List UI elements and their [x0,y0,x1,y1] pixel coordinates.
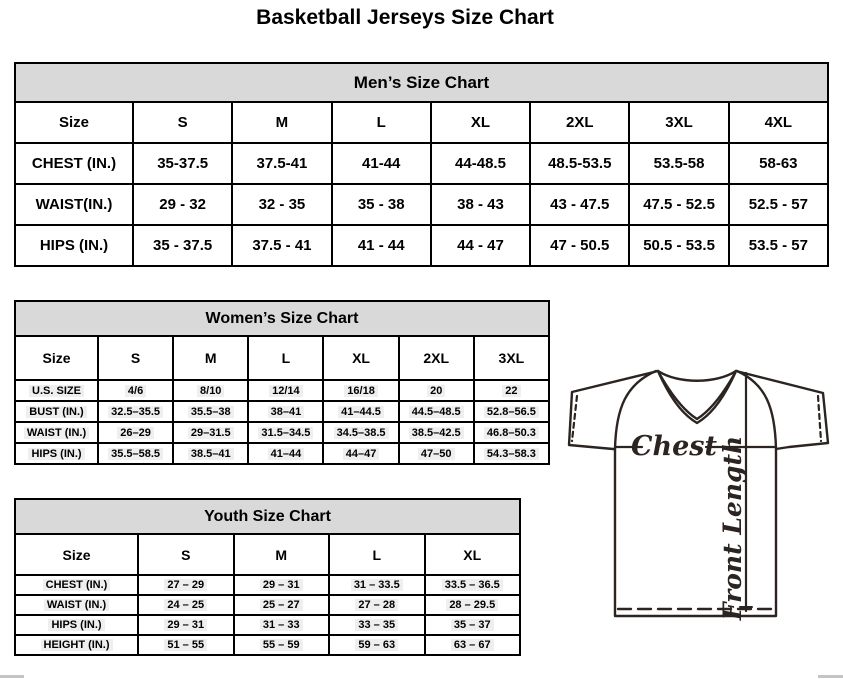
youth-cell: 33.5 – 36.5 [425,575,521,595]
jersey-right-cuff-stitch [818,396,821,441]
men-cell: 58-63 [729,143,828,184]
youth-row-label: CHEST (IN.) [15,575,138,595]
jersey-outline [569,371,828,616]
jersey-collar-back-curve [658,371,736,381]
men-table-row [15,143,828,184]
women-cell: 54.3–58.3 [474,443,549,464]
men-cell: 53.5 - 57 [729,225,828,266]
men-table-title: Men’s Size Chart [15,63,828,102]
women-table-title: Women’s Size Chart [15,301,549,336]
men-cell: 35-37.5 [133,143,232,184]
youth-size-chart-table [14,498,521,656]
men-column-header: 3XL [629,102,728,143]
women-cell: 44–47 [323,443,398,464]
youth-cell: 27 – 29 [138,575,234,595]
women-cell: 35.5–58.5 [98,443,173,464]
mens-size-chart-section [14,62,829,267]
youth-cell: 63 – 67 [425,635,521,655]
women-row-label: WAIST (IN.) [15,422,98,443]
women-column-header: 3XL [474,336,549,380]
women-column-header: L [248,336,323,380]
men-cell: 35 - 38 [332,184,431,225]
men-table-row [15,225,828,266]
youth-cell: 25 – 27 [234,595,330,615]
men-column-header: XL [431,102,530,143]
women-table-row [15,422,549,443]
men-cell: 44-48.5 [431,143,530,184]
women-cell: 46.8–50.3 [474,422,549,443]
women-column-header: 2XL [399,336,474,380]
womens-size-chart-section [14,300,550,465]
youth-row-label: HEIGHT (IN.) [15,635,138,655]
men-column-header: S [133,102,232,143]
womens-size-chart-table [14,300,550,465]
men-cell: 37.5-41 [232,143,331,184]
women-row-label: U.S. SIZE [15,380,98,401]
youth-column-header: XL [425,534,521,575]
men-row-label: CHEST (IN.) [15,143,133,184]
youth-table-row [15,575,520,595]
women-cell: 20 [399,380,474,401]
youth-table-row [15,615,520,635]
women-cell: 38–41 [248,401,323,422]
women-cell: 26–29 [98,422,173,443]
youth-cell: 31 – 33 [234,615,330,635]
men-cell: 38 - 43 [431,184,530,225]
men-row-label: WAIST(IN.) [15,184,133,225]
women-cell: 29–31.5 [173,422,248,443]
men-column-header: 4XL [729,102,828,143]
jersey-measurement-diagram [556,358,843,633]
youth-cell: 55 – 59 [234,635,330,655]
youth-table-row [15,595,520,615]
men-cell: 41 - 44 [332,225,431,266]
women-cell: 35.5–38 [173,401,248,422]
youth-cell: 59 – 63 [329,635,425,655]
men-column-header-row [15,102,828,143]
women-cell: 38.5–42.5 [399,422,474,443]
women-cell: 41–44.5 [323,401,398,422]
women-cell: 34.5–38.5 [323,422,398,443]
women-cell: 41–44 [248,443,323,464]
horizontal-scrollbar-fragment-left[interactable] [0,675,24,678]
youth-cell: 28 – 29.5 [425,595,521,615]
men-cell: 47 - 50.5 [530,225,629,266]
men-cell: 48.5-53.5 [530,143,629,184]
women-table-row [15,401,549,422]
men-cell: 35 - 37.5 [133,225,232,266]
front-length-label: Front Length [718,435,747,621]
women-cell: 52.8–56.5 [474,401,549,422]
men-cell: 52.5 - 57 [729,184,828,225]
women-cell: 31.5–34.5 [248,422,323,443]
women-column-header: S [98,336,173,380]
men-cell: 37.5 - 41 [232,225,331,266]
youth-cell: 27 – 28 [329,595,425,615]
youth-cell: 33 – 35 [329,615,425,635]
men-cell: 41-44 [332,143,431,184]
men-cell: 29 - 32 [133,184,232,225]
youth-column-header: S [138,534,234,575]
chest-label: Chest [631,431,717,462]
men-cell: 32 - 35 [232,184,331,225]
youth-table-title: Youth Size Chart [15,499,520,534]
men-row-label: HIPS (IN.) [15,225,133,266]
jersey-collar-outer-vee [658,371,736,423]
horizontal-scrollbar-fragment-right[interactable] [818,675,843,678]
men-cell: 43 - 47.5 [530,184,629,225]
women-cell: 47–50 [399,443,474,464]
youth-cell: 31 – 33.5 [329,575,425,595]
women-table-row [15,380,549,401]
women-cell: 32.5–35.5 [98,401,173,422]
jersey-left-cuff-stitch [572,396,577,441]
youth-cell: 35 – 37 [425,615,521,635]
women-cell: 22 [474,380,549,401]
youth-cell: 29 – 31 [138,615,234,635]
men-cell: 53.5-58 [629,143,728,184]
page-title: Basketball Jerseys Size Chart [256,6,554,29]
youth-size-chart-section [14,498,521,656]
youth-column-header-row [15,534,520,575]
youth-cell: 51 – 55 [138,635,234,655]
women-row-label: HIPS (IN.) [15,443,98,464]
men-cell: 44 - 47 [431,225,530,266]
men-cell: 50.5 - 53.5 [629,225,728,266]
youth-column-header: M [234,534,330,575]
youth-cell: 29 – 31 [234,575,330,595]
women-row-label: BUST (IN.) [15,401,98,422]
women-cell: 8/10 [173,380,248,401]
youth-column-header: Size [15,534,138,575]
women-column-header-row [15,336,549,380]
mens-size-chart-table [14,62,829,267]
youth-row-label: WAIST (IN.) [15,595,138,615]
women-column-header: Size [15,336,98,380]
women-cell: 38.5–41 [173,443,248,464]
women-table-row [15,443,549,464]
youth-column-header: L [329,534,425,575]
women-cell: 12/14 [248,380,323,401]
men-column-header: L [332,102,431,143]
men-table-row [15,184,828,225]
men-cell: 47.5 - 52.5 [629,184,728,225]
men-column-header: M [232,102,331,143]
men-column-header: 2XL [530,102,629,143]
youth-row-label: HIPS (IN.) [15,615,138,635]
women-cell: 4/6 [98,380,173,401]
men-column-header: Size [15,102,133,143]
youth-table-row [15,635,520,655]
women-cell: 44.5–48.5 [399,401,474,422]
women-column-header: M [173,336,248,380]
women-column-header: XL [323,336,398,380]
women-cell: 16/18 [323,380,398,401]
youth-cell: 24 – 25 [138,595,234,615]
